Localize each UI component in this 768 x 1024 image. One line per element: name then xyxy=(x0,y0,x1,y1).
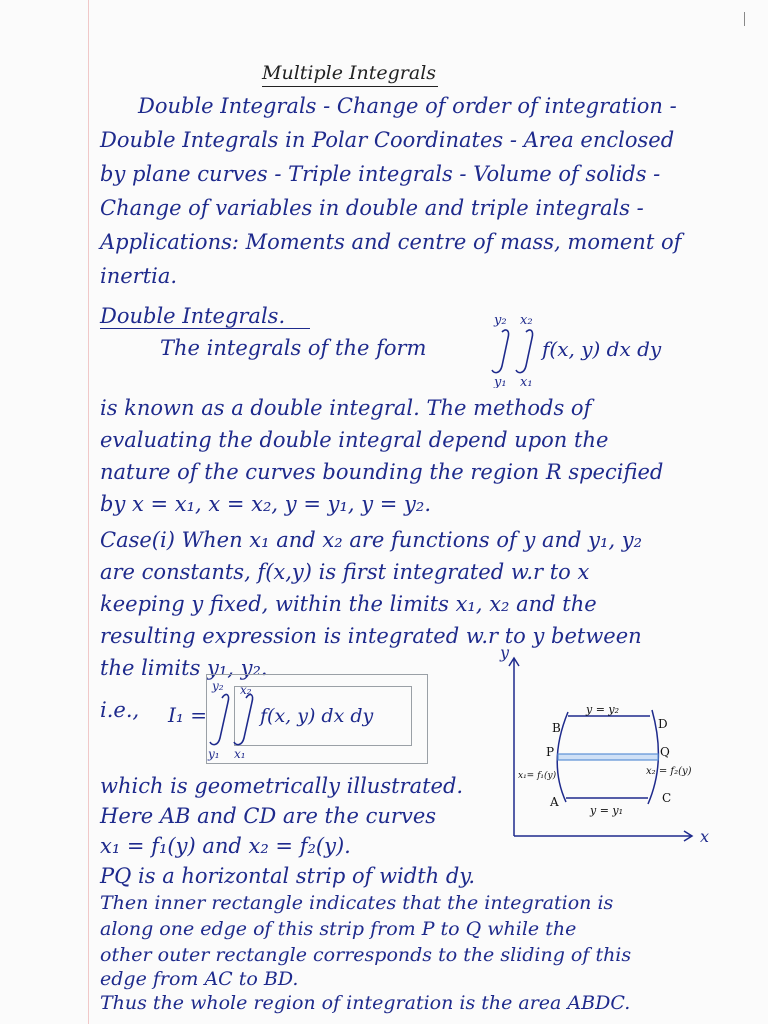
explain-line: Here AB and CD are the curves xyxy=(100,804,437,828)
double-integral-formula xyxy=(488,308,698,388)
ie-outer-upper: y₂ xyxy=(212,679,224,693)
label-B: B xyxy=(552,721,561,735)
intro-line: Change of variables in double and triple integrals - xyxy=(100,196,644,220)
x-axis-label: x xyxy=(700,827,710,846)
definition-text: The integrals of the form xyxy=(160,336,427,360)
corner-mark xyxy=(744,12,745,26)
body-line: is known as a double integral. The methods of xyxy=(100,396,592,420)
inner-lower-limit: x₁ xyxy=(520,375,533,388)
body-line: by x = x₁, x = x₂, y = y₁, y = y₂. xyxy=(100,492,431,516)
explain-line: Then inner rectangle indicates that the integration is xyxy=(100,892,614,914)
label-right-curve: x₂ = f₂(y) xyxy=(646,766,692,777)
ie-inner-lower: x₁ xyxy=(234,747,246,761)
strip-PQ xyxy=(558,754,658,760)
explain-line: Thus the whole region of integration is the area ABDC. xyxy=(100,992,631,1014)
label-P: P xyxy=(546,745,555,759)
ie-formula xyxy=(160,674,420,764)
case-line: resulting expression is integrated w.r to y between xyxy=(100,624,642,648)
case-line: Case(i) When x₁ and x₂ are functions of y and y₁, y₂ xyxy=(100,528,643,552)
page-title: Multiple Integrals xyxy=(262,62,437,84)
inner-upper-limit: x₂ xyxy=(520,313,533,328)
explain-line: PQ is a horizontal strip of width dy. xyxy=(100,864,476,888)
label-bottom: y = y₁ xyxy=(590,804,624,817)
case-line: the limits y₁, y₂. xyxy=(100,656,268,680)
intro-line: Double Integrals in Polar Coordinates - Area enclosed xyxy=(100,128,675,152)
section-heading: Double Integrals. xyxy=(100,304,286,328)
intro-line: inertia. xyxy=(100,264,178,288)
integrand: f(x, y) dx dy xyxy=(542,337,662,361)
body-line: nature of the curves bounding the region R specified xyxy=(100,460,664,484)
label-D: D xyxy=(658,717,668,731)
label-left-curve: x₁= f₁(y) xyxy=(518,771,557,781)
explain-line: which is geometrically illustrated. xyxy=(100,774,464,798)
y-axis-label: y xyxy=(500,646,510,662)
region-diagram xyxy=(496,646,722,856)
case-line: keeping y fixed, within the limits x₁, x₂ and the xyxy=(100,592,597,616)
body-line: evaluating the double integral depend upon the xyxy=(100,428,609,452)
intro-line: Applications: Moments and centre of mass, moment of xyxy=(100,230,682,254)
explain-line: along one edge of this strip from P to Q while the xyxy=(100,918,577,940)
intro-line: Double Integrals - Change of order of integration - xyxy=(138,94,677,118)
intro-line: by plane curves - Triple integrals - Volume of solids - xyxy=(100,162,661,186)
label-top: y = y₂ xyxy=(586,703,620,716)
margin-line xyxy=(88,0,89,1024)
ie-integrand: f(x, y) dx dy xyxy=(260,705,374,727)
outer-lower-limit: y₁ xyxy=(494,375,507,388)
ie-prefix: i.e., xyxy=(100,698,140,722)
ie-outer-lower: y₁ xyxy=(208,747,220,761)
label-A: A xyxy=(550,795,559,809)
explain-line: x₁ = f₁(y) and x₂ = f₂(y). xyxy=(100,834,351,858)
title-underline xyxy=(262,86,438,87)
label-C: C xyxy=(662,791,672,805)
label-Q: Q xyxy=(660,745,670,759)
ie-lhs: I₁ = xyxy=(168,703,208,727)
ie-inner-upper: x₂ xyxy=(240,683,252,697)
explain-line: other outer rectangle corresponds to the sliding of this xyxy=(100,944,632,966)
heading-underline xyxy=(100,328,310,329)
outer-upper-limit: y₂ xyxy=(494,313,507,328)
explain-line: edge from AC to BD. xyxy=(100,968,299,990)
case-line: are constants, f(x,y) is first integrated w.r to x xyxy=(100,560,590,584)
